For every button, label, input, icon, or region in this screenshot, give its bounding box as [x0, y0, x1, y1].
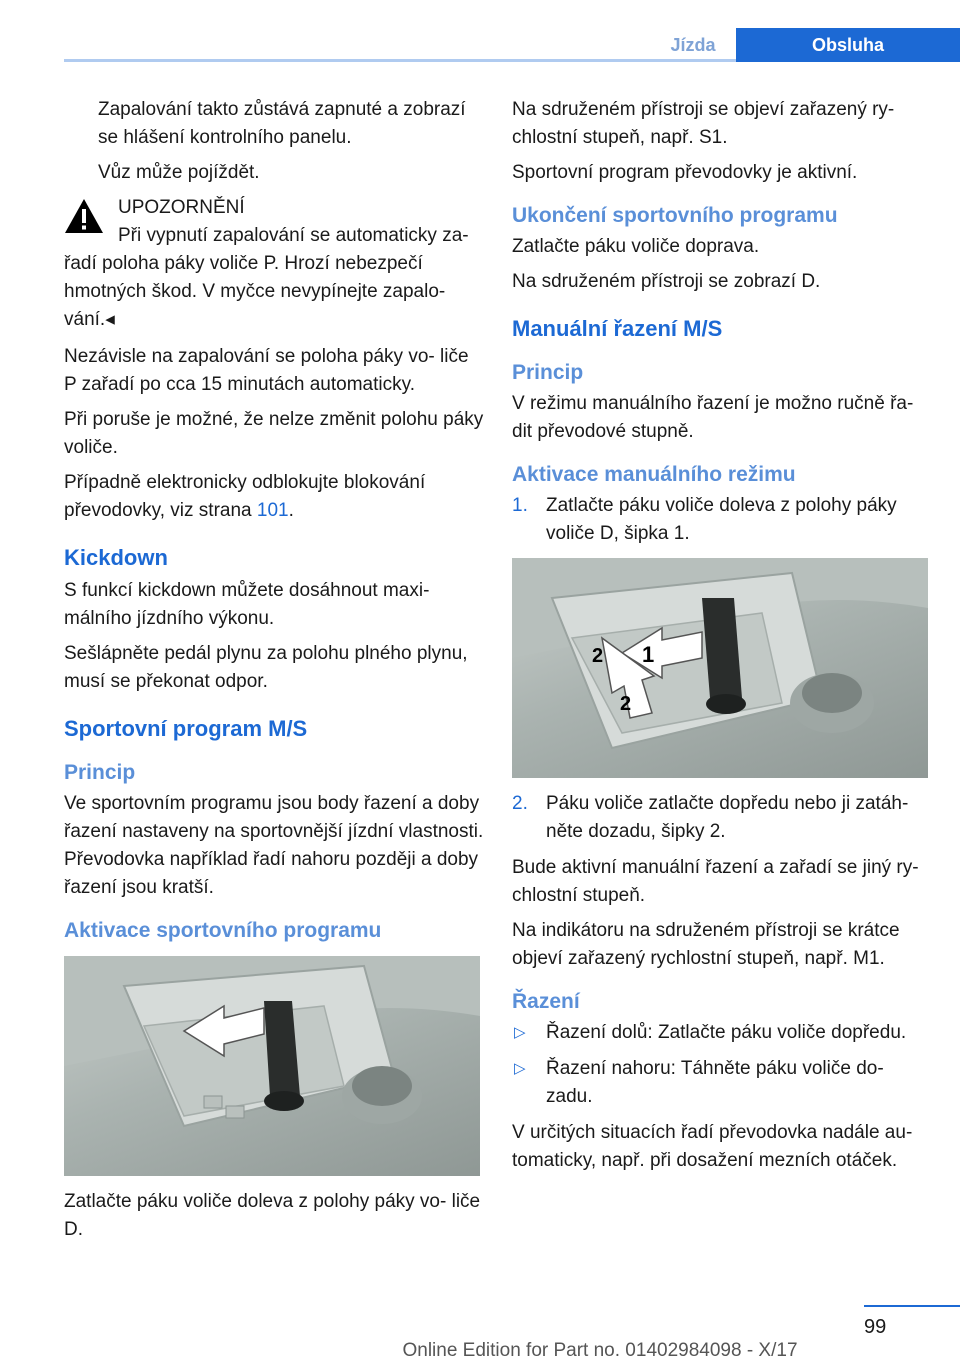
paragraph: Sešlápněte pedál plynu za polohu plného plynu, musí se překonat odpor.: [64, 643, 468, 692]
list-item: ▷ Řazení dolů: Zatlačte páku voliče dopředu.: [512, 1019, 930, 1047]
paragraph: Bude aktivní manuální řazení a zařadí se jiný ry‐ chlostní stupeň.: [512, 857, 919, 906]
heading-razeni: Řazení: [512, 990, 580, 1013]
list-item: 1. Zatlačte páku voliče doleva z polohy páky voliče D, šipka 1.: [512, 492, 930, 548]
paragraph: Zapalování takto zůstává zapnuté a zobrazí se hlášení kontrolního panelu.: [98, 99, 466, 148]
arrow-label-1: 1: [642, 642, 655, 667]
page-number: 99: [864, 1316, 887, 1338]
step-number: 1.: [512, 495, 528, 516]
warning-text-cont: řadí poloha páky voliče P. Hrozí nebezpečí hmotných škod. V myčce nevypínejte zapalo‐ vání.◂: [64, 253, 446, 330]
selector-lever-image: [64, 956, 480, 1176]
paragraph: Při poruše je možné, že nelze změnit polohu páky voliče.: [64, 409, 484, 458]
arrow-label-2: 2: [620, 693, 632, 715]
heading-sport-program: Sportovní program M/S: [64, 716, 308, 741]
tab-obsluha[interactable]: Obsluha: [736, 28, 960, 62]
warning-title: UPOZORNĚNÍ: [118, 197, 245, 218]
footer-rule: [864, 1305, 960, 1307]
arrow-label-2: 2: [592, 645, 604, 667]
paragraph: Na sdruženém přístroji se objeví zařazený ry‐ chlostní stupeň, např. S1.: [512, 99, 895, 148]
paragraph: Vůz může pojíždět.: [98, 162, 260, 183]
warning-text: Při vypnutí zapalování se automaticky za‐: [118, 225, 469, 246]
step-number: 2.: [512, 793, 528, 814]
heading-aktivace-sport: Aktivace sportovního programu: [64, 919, 382, 942]
paragraph: Případně elektronicky odblokujte blokování převodovky, viz strana 101.: [64, 472, 426, 521]
figure-caption: Zatlačte páku voliče doleva z polohy páky vo‐ liče D.: [64, 1191, 481, 1240]
tab-jizda[interactable]: Jízda: [670, 34, 716, 55]
page-link[interactable]: 101: [256, 500, 289, 521]
paragraph: S funkcí kickdown můžete dosáhnout maxi‐ málního jízdního výkonu.: [64, 580, 430, 629]
paragraph: Zatlačte páku voliče doprava.: [512, 236, 760, 257]
warning-block: [64, 194, 484, 334]
heading-aktivace-manual: Aktivace manuálního režimu: [512, 463, 796, 486]
bullet-triangle-icon: ▷: [514, 1024, 526, 1041]
left-column: [64, 96, 484, 1251]
paragraph: V režimu manuálního řazení je možno ručně řa‐ dit převodové stupně.: [512, 393, 914, 442]
paragraph: V určitých situacích řadí převodovka nadále au‐ tomaticky, např. při dosažení mezních otáček.: [512, 1122, 913, 1171]
warning-triangle-icon: [64, 198, 104, 234]
paragraph: Ve sportovním programu jsou body řazení a doby řazení nastaveny na sportovnější jízdní vlastnosti. Převodovka například řadí nahoru později a doby řazení jsou kratší.: [64, 793, 484, 898]
right-column: [512, 96, 930, 1182]
edition-footer: Online Edition for Part no. 01402984098 - X/17: [402, 1340, 798, 1361]
heading-princip: Princip: [512, 361, 584, 384]
heading-kickdown: Kickdown: [64, 545, 168, 570]
heading-ukonceni: Ukončení sportovního programu: [512, 204, 838, 227]
paragraph: Sportovní program převodovky je aktivní.: [512, 162, 858, 183]
heading-princip: Princip: [64, 761, 136, 784]
paragraph: Nezávisle na zapalování se poloha páky vo‐ liče P zařadí po cca 15 minutách automaticky.: [64, 346, 469, 395]
paragraph: Na indikátoru na sdruženém přístroji se krátce objeví zařazený rychlostní stupeň, např. M1.: [512, 920, 900, 969]
heading-manual: Manuální řazení M/S: [512, 316, 723, 341]
manual-shift-image: [512, 558, 928, 778]
paragraph: Na sdruženém přístroji se zobrazí D.: [512, 271, 821, 292]
bullet-triangle-icon: ▷: [514, 1060, 526, 1077]
list-item: 2. Páku voliče zatlačte dopředu nebo ji zatáh‐ něte dozadu, šipky 2.: [512, 790, 930, 846]
list-item: ▷ Řazení nahoru: Táhněte páku voliče do‐ zadu.: [512, 1055, 930, 1111]
